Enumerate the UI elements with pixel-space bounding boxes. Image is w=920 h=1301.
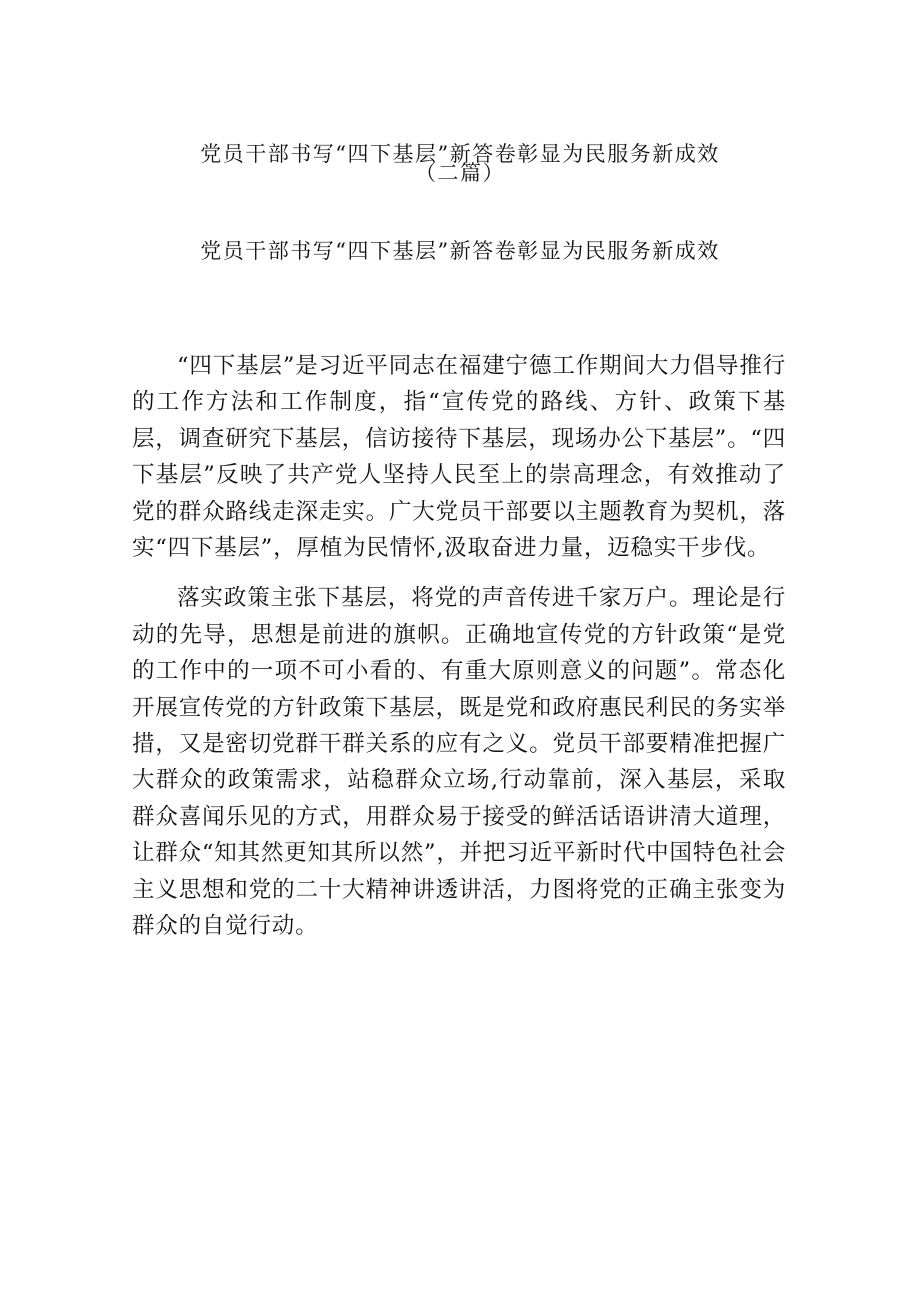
document-title: 党员干部书写“四下基层”新答卷彰显为民服务新成效 [200,142,720,166]
article-body [132,348,786,959]
article-title: 党员干部书写“四下基层”新答卷彰显为民服务新成效 [200,239,720,263]
document-title-part: （二篇） [415,161,505,185]
paragraph: “四下基层”是习近平同志在福建宁德工作期间大力倡导推行的工作方法和工作制度，指“宣传党的路线、方针、政策下基层，调查研究下基层，信访接待下基层，现场办公下基层”。“四下基层”反映了共产党人坚持人民至上的崇高理念，有效推动了党的群众路线走深走实。广大党员干部要以主题教育为契机，落实“四下基层”，厚植为民情怀,汲取奋进力量，迈稳实干步伐。 [132,353,786,562]
paragraph: 落实政策主张下基层，将党的声音传进千家万户。理论是行动的先导，思想是前进的旗帜。正确地宣传党的方针政策“是党的工作中的一项不可小看的、有重大原则意义的问题”。常态化开展宣传党的方针政策下基层，既是党和政府惠民利民的务实举措，又是密切党群干群关系的应有之义。党员干部要精准把握广大群众的政策需求，站稳群众立场,行动靠前，深入基层，采取群众喜闻乐见的方式，用群众易于接受的鲜活话语讲清大道理，让群众“知其然更知其所以然”，并把习近平新时代中国特色社会主义思想和党的二十大精神讲透讲活，力图将党的正确主张变为群众的自觉行动。 [132,585,786,940]
